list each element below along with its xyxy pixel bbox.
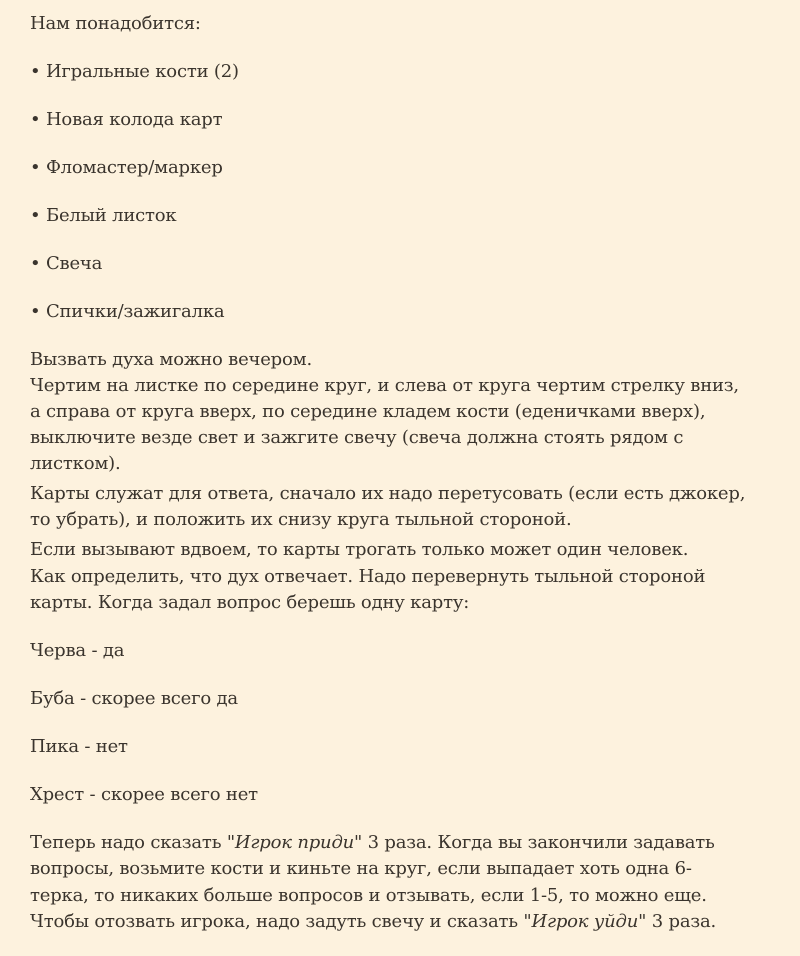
answer-line: Пика - нет <box>30 736 128 757</box>
list-item: • Новая колода карт <box>30 109 223 130</box>
closing-line: терка, то никаких больше вопросов и отзывать, если 1-5, то можно еще. <box>30 885 707 906</box>
instruction-line: Вызвать духа можно вечером. <box>30 349 312 370</box>
instruction-line: Карты служат для ответа, сначало их надо перетусовать (если есть джокер, <box>30 483 746 504</box>
instruction-line: выключите везде свет и зажгите свечу (свеча должна стоять рядом с <box>30 427 684 448</box>
list-item: • Спички/зажигалка <box>30 301 225 322</box>
summon-phrase: "Игрок приди" <box>226 832 363 853</box>
closing-line: Чтобы отозвать игрока, надо задуть свечу и сказать "Игрок уйди" 3 раза. <box>30 911 717 932</box>
instruction-line: Как определить, что дух отвечает. Надо перевернуть тыльной стороной <box>30 566 706 587</box>
instruction-line: карты. Когда задал вопрос берешь одну карту: <box>30 592 470 613</box>
list-item: • Игральные кости (2) <box>30 61 239 82</box>
answer-line: Хрест - скорее всего нет <box>30 784 258 805</box>
closing-line: вопросы, возьмите кости и киньте на круг, если выпадает хоть одна 6- <box>30 858 692 879</box>
list-item: • Свеча <box>30 253 103 274</box>
instruction-line: Если вызывают вдвоем, то карты трогать только может один человек. <box>30 539 689 560</box>
dismiss-phrase: "Игрок уйди" <box>523 911 647 932</box>
instruction-line: то убрать), и положить их снизу круга тыльной стороной. <box>30 509 572 530</box>
instruction-line: а справа от круга вверх, по середине кладем кости (еденичками вверх), <box>30 401 706 422</box>
instruction-line: Чертим на листке по середине круг, и слева от круга чертим стрелку вниз, <box>30 375 739 396</box>
list-item: • Фломастер/маркер <box>30 157 223 178</box>
list-item: • Белый листок <box>30 205 177 226</box>
answer-line: Буба - скорее всего да <box>30 688 238 709</box>
intro-text: Нам понадобится: <box>30 13 201 34</box>
closing-line: Теперь надо сказать "Игрок приди" 3 раза. Когда вы закончили задавать <box>30 832 715 853</box>
answer-line: Черва - да <box>30 640 125 661</box>
instruction-line: листком). <box>30 453 121 474</box>
